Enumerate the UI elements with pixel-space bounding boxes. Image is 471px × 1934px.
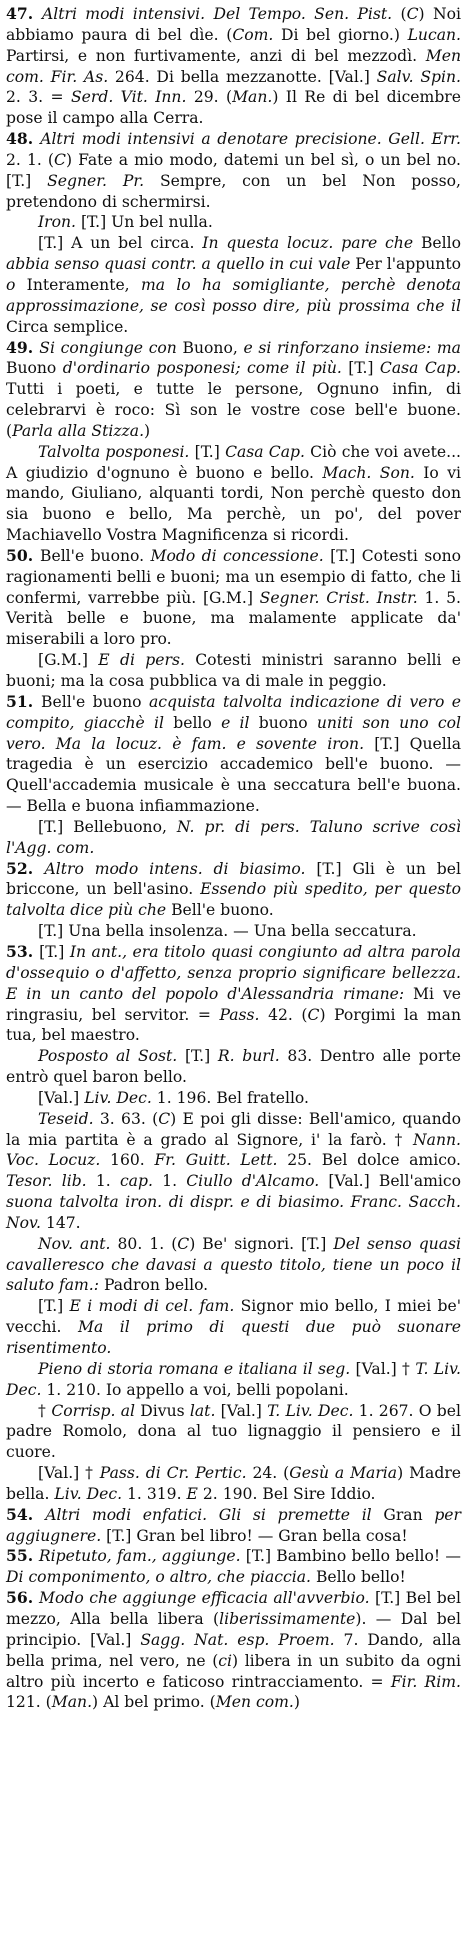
text-run: Mi ve ringrasiu, bel servitor. = <box>6 984 461 1024</box>
italic-text: per aggiugnere. <box>6 1505 461 1545</box>
text-run: ). — Dal bel principio. [Val.] <box>6 1609 462 1649</box>
italic-text: Nann. Voc. Locuz. <box>6 1130 461 1170</box>
text-run: ) Noi abbiamo paura di bel dìe. ( <box>6 5 461 44</box>
italic-text: suona talvolta iron. di dispr. e di biasimo. Franc. Sacch. Nov. <box>6 1193 461 1232</box>
text-run: Bell'e buono <box>41 692 149 711</box>
italic-text: Di componimento, o altro, che piaccia. <box>6 1568 311 1587</box>
italic-text: Si congiunge con <box>39 338 177 357</box>
italic-text: e si rinforzano insieme: ma <box>243 338 461 357</box>
text-run: [T.] Bel bel mezzo, Alla bella libera ( <box>6 1589 461 1628</box>
italic-text: In questa locuz. pare che <box>202 234 414 253</box>
sub-paragraph <box>6 1296 461 1359</box>
sub-paragraph <box>6 1046 461 1088</box>
sub-paragraph <box>6 1359 461 1401</box>
entry-number: 56. <box>6 1588 40 1608</box>
sub-paragraph <box>6 212 461 233</box>
italic-text: Altri modi intensivi. Del Tempo. Sen. Pist. <box>41 5 393 23</box>
italic-text: Posposto al Sost. <box>38 1047 178 1066</box>
italic-text: C <box>307 1005 320 1024</box>
text-run: Padron bello. <box>99 1276 209 1295</box>
italic-text: Gell. Err. <box>388 130 462 149</box>
sub-paragraph <box>6 1234 461 1297</box>
text-run: Divus <box>135 1401 190 1420</box>
italic-text: Men com. <box>215 1693 294 1712</box>
text-run: [T.] <box>177 1047 218 1066</box>
italic-text: e il <box>221 713 250 732</box>
text-run: [T.] <box>341 359 380 378</box>
italic-text: C <box>54 150 66 169</box>
text-run: 1. 267. O bel padre Romolo, dona al tuo lignaggio il pensiero e il cuore. <box>6 1401 461 1462</box>
italic-text: Man. <box>232 88 273 107</box>
text-run: 7. Dando, alla bella prima, nel vero, ne ( <box>6 1630 461 1670</box>
text-run: 2. 1. ( <box>6 150 54 169</box>
italic-text: o <box>6 275 16 294</box>
entry-paragraph <box>6 692 461 817</box>
entry-number: 51. <box>6 691 42 711</box>
text-run: [T.] <box>38 1297 70 1316</box>
italic-text: Gesù a Maria <box>289 1464 398 1483</box>
italic-text: uniti son uno col vero. Ma la locuz. è fam. e sovente iron. <box>6 713 461 753</box>
entry-number: 54. <box>6 1504 46 1524</box>
italic-text: Liv. Dec. <box>54 1484 123 1503</box>
text-run: ) <box>293 1693 300 1712</box>
entry-paragraph <box>6 1505 461 1547</box>
italic-text: ma lo ha somigliante, perchè denota approssimazione, se così posso dire, più prossima che il <box>6 275 461 315</box>
italic-text: E i modi di cel. fam. <box>69 1297 235 1316</box>
sub-paragraph <box>6 1088 461 1109</box>
text-run: bello <box>163 713 222 732</box>
entry-number: 50. <box>6 545 40 565</box>
text-run: [T.] Bellebuono, <box>38 817 177 836</box>
italic-text: Fr. Guitt. Lett. <box>154 1151 278 1170</box>
text-run: [T.] Un bel nulla. <box>76 213 213 232</box>
sub-paragraph <box>6 1401 461 1464</box>
text-run: ) <box>144 421 151 440</box>
text-run: 3. 63. ( <box>93 1109 159 1128</box>
dictionary-entry-52 <box>6 859 461 942</box>
text-run: Circa semplice. <box>6 317 129 336</box>
entry-number: 49. <box>6 337 40 357</box>
sub-paragraph <box>6 921 461 942</box>
italic-text: Ripetuto, fam., aggiunge. <box>38 1547 241 1566</box>
italic-text: Sagg. Nat. esp. Proem. <box>140 1630 335 1649</box>
dictionary-entry-54 <box>6 1505 461 1547</box>
italic-text: Com. <box>232 25 274 44</box>
italic-text: Nov. ant. <box>38 1234 111 1253</box>
italic-text: Iron. <box>38 213 77 232</box>
italic-text: acquista talvolta indicazione di vero e compito, giacchè il <box>6 692 462 732</box>
text-run: 1. <box>86 1172 120 1191</box>
italic-text: Corrisp. al <box>51 1401 136 1420</box>
italic-text: Teseid. <box>38 1109 94 1128</box>
text-run: [T.] <box>189 442 226 461</box>
text-run: Per l'appunto <box>350 255 462 274</box>
text-run: Ciò che voi avete... A giudizio d'ognuno è buono e bello. <box>6 442 462 482</box>
entry-paragraph <box>6 859 461 922</box>
sub-paragraph <box>6 233 461 337</box>
text-run: buono <box>249 713 317 732</box>
text-run: 147. <box>40 1213 81 1232</box>
italic-text: Fir. Rim. <box>390 1672 462 1691</box>
text-run: 42. ( <box>259 1005 308 1024</box>
entry-number: 47. <box>6 4 42 23</box>
text-run: ) Madre bella. <box>6 1464 462 1503</box>
italic-text: Segner. Crist. Instr. <box>259 588 418 607</box>
italic-text: N. pr. di pers. Taluno scrive così l'Agg. com. <box>6 817 461 857</box>
italic-text: Casa Cap. <box>379 359 462 378</box>
italic-text: Lucan. <box>407 25 462 44</box>
italic-text: Ciullo d'Alcamo. <box>186 1172 320 1191</box>
text-run: ) Fate a mio modo, datemi un bel sì, o un bel no. [T.] <box>6 150 461 190</box>
text-run: Interamente, <box>15 275 141 294</box>
text-run: [Val.] † <box>350 1359 416 1378</box>
italic-text: Altri modi enfatici. Gli si premette il <box>45 1505 372 1524</box>
text-run: [T.] <box>39 942 70 961</box>
entry-number: 52. <box>6 858 45 878</box>
text-run: 1. 210. Io appello a voi, belli popolani. <box>41 1380 349 1399</box>
text-run: Cotesti ministri saranno belli e buoni; ma la cosa pubblica va di male in peggio. <box>6 651 462 690</box>
text-run: Tutti i poeti, e tutte le persone, Ognuno infin, di celebrarvi è roco: Sì son le vostre cose bell'e buone. ( <box>6 380 461 440</box>
italic-text: Talvolta posponesi. <box>38 442 190 461</box>
italic-text: T. Liv. Dec. <box>267 1401 354 1420</box>
text-run: [T.] Gli è un bel briccone, un bell'asino. <box>6 859 462 899</box>
italic-text: R. burl. <box>217 1047 280 1066</box>
text-run: [Val.] <box>215 1401 268 1420</box>
entry-paragraph <box>6 942 461 1046</box>
text-run: [Val.] Bell'amico <box>319 1172 462 1191</box>
italic-text: lat. <box>189 1401 216 1420</box>
text-run: [T.] Una bella insolenza. — Una bella seccatura. <box>38 922 417 941</box>
italic-text: Pieno di storia romana e italiana il seg. <box>38 1359 351 1378</box>
dictionary-entry-48 <box>6 129 461 337</box>
text-run: ( <box>392 5 407 23</box>
entry-paragraph <box>6 129 461 212</box>
dictionary-entry-49 <box>6 338 461 546</box>
text-run: ) Al bel primo. ( <box>92 1693 216 1712</box>
entry-paragraph <box>6 1546 461 1588</box>
text-run: 80. 1. ( <box>110 1234 178 1253</box>
italic-text: Modo di concessione. <box>150 546 324 565</box>
text-run: Buono <box>6 359 63 378</box>
dictionary-entry-55 <box>6 1546 461 1588</box>
dictionary-entry-50 <box>6 546 461 692</box>
sub-paragraph <box>6 1463 461 1505</box>
text-run: [Val.] <box>38 1088 85 1107</box>
text-run: 2. 3. = <box>6 88 71 107</box>
text-run: 264. Di bella mezzanotte. [Val.] <box>108 67 377 86</box>
dictionary-entry-47 <box>6 4 461 129</box>
text-run: Bell'e buono. <box>40 546 151 565</box>
italic-text: Segner. Pr. <box>47 171 145 190</box>
entry-paragraph <box>6 1588 461 1713</box>
dictionary-entry-51 <box>6 692 461 859</box>
italic-text: C <box>158 1109 171 1128</box>
italic-text: Altri modi intensivi a denotare precisione. <box>40 130 382 149</box>
text-run: 121. ( <box>6 1693 52 1712</box>
text-run: ) libera in un subito da ogni altro più incerto e faticoso rintracciamento. = <box>6 1651 461 1691</box>
italic-text: Modo che aggiunge efficacia all'avverbio. <box>39 1589 370 1608</box>
italic-text: Parla alla Stizza. <box>12 421 145 440</box>
text-run: Gran <box>371 1505 435 1524</box>
text-run: Bello bello! <box>310 1568 406 1587</box>
text-run: Sempre, con un bel Non posso, pretendono di schermirsi. <box>6 171 461 211</box>
entry-paragraph <box>6 4 461 129</box>
italic-text: Pass. <box>219 1005 260 1024</box>
sub-paragraph <box>6 442 461 546</box>
italic-text: cap. <box>119 1172 153 1191</box>
italic-text: C <box>177 1234 190 1253</box>
text-run: [T.] Bambino bello bello! — <box>240 1547 462 1566</box>
text-run: Io vi mando, Giuliano, alquanti tordi, Non perchè questo don sia buono e bello, Ma perchè, un po', del pover Machiavello Vostra Magnificenza si ricordi. <box>6 463 462 545</box>
text-run: † <box>38 1401 52 1420</box>
text-run: 1. <box>152 1172 187 1191</box>
italic-text: d'ordinario posponesi; come il più. <box>62 359 342 378</box>
entry-number: 48. <box>6 129 41 149</box>
italic-text: Del senso quasi cavalleresco che davasi a questo titolo, tiene un poco il saluto fam.: <box>6 1234 462 1295</box>
italic-text: ci <box>218 1651 233 1670</box>
italic-text: Casa Cap. <box>225 442 305 461</box>
text-run: [T.] Gran bel libro! — Gran bella cosa! <box>101 1526 408 1545</box>
text-run: [G.M.] <box>38 651 99 670</box>
text-run: ) E poi gli disse: Bell'amico, quando la mia partita è a grado al Signore, i' la farò. † <box>6 1109 462 1149</box>
italic-text: Salv. Spin. <box>376 67 461 86</box>
text-run: 25. Bel dolce amico. <box>277 1151 462 1170</box>
text-run: Signor mio bello, I miei be' vecchi. <box>6 1297 461 1337</box>
text-run: Buono, <box>176 338 244 357</box>
italic-text: Mach. Son. <box>322 463 415 482</box>
text-run: Partirsi, e non furtivamente, anzi di bel mezzodì. <box>6 46 426 65</box>
entry-paragraph <box>6 546 461 650</box>
text-run: 1. 5. Verità belle e buone, ma malamente applicate da' miserabili a loro pro. <box>6 588 461 649</box>
italic-text: Essendo più spedito, per questo talvolta dice più che <box>6 880 461 920</box>
italic-text: Tesor. lib. <box>6 1172 87 1191</box>
italic-text: Altro modo intens. di biasimo. <box>44 859 306 878</box>
italic-text: liberissimamente <box>219 1609 356 1628</box>
text-run: 1. 319. <box>122 1484 187 1503</box>
text-run: [Val.] † <box>38 1464 100 1483</box>
dictionary-entry-56 <box>6 1588 461 1713</box>
italic-text: Ma il primo di questi due può suonare risentimento. <box>6 1318 461 1357</box>
entry-number: 53. <box>6 941 40 961</box>
sub-paragraph <box>6 817 461 859</box>
text-run: 1. 196. Bel fratello. <box>151 1088 310 1107</box>
text-run: [T.] A un bel circa. <box>38 234 203 253</box>
italic-text: Liv. Dec. <box>84 1088 152 1107</box>
entry-paragraph <box>6 338 461 442</box>
text-run: Bell'e buono. <box>166 901 274 920</box>
text-run: ) Il Re di bel dicembre pose il campo alla Cerra. <box>6 88 461 128</box>
text-run: Di bel giorno.) <box>273 25 408 44</box>
italic-text: In ant., era titolo quasi congiunto ad altra parola d'ossequio o d'affetto, senza proprio significare bellezza. E in un canto del popolo d'Alessandria rimane: <box>6 942 461 1003</box>
text-run: [T.] Cotesti sono ragionamenti belli e buoni; ma un esempio di fatto, che li confermi, varrebbe più. [G.M.] <box>6 546 462 607</box>
italic-text: T. Liv. Dec. <box>6 1359 461 1399</box>
text-run: 160. <box>100 1151 155 1170</box>
italic-text: Serd. Vit. Inn. <box>70 88 187 107</box>
text-run: Bello <box>413 234 461 253</box>
text-run: ) Be' signori. [T.] <box>189 1234 334 1253</box>
italic-text: abbia senso quasi contr. a quello in cui vale <box>6 255 351 274</box>
text-run: 24. ( <box>246 1464 290 1483</box>
text-run: 83. Dentro alle porte entrò quel baron bello. <box>6 1047 461 1087</box>
sub-paragraph <box>6 650 461 692</box>
text-run: ) Porgimi la man tua, bel maestro. <box>6 1005 461 1045</box>
text-run: 2. 190. Bel Sire Iddio. <box>197 1484 376 1503</box>
italic-text: Men com. Fir. As. <box>6 46 461 86</box>
dictionary-entry-53 <box>6 942 461 1505</box>
italic-text: Man. <box>51 1693 93 1712</box>
sub-paragraph <box>6 1109 461 1234</box>
italic-text: C <box>406 5 419 23</box>
italic-text: E di pers. <box>98 651 185 670</box>
text-run: 29. ( <box>186 88 233 107</box>
text-run: [T.] Quella tragedia è un esercizio accademico bell'e buono. — Quell'accademia musicale è una seccatura bell'e buona. — Bella e buona infiammazione. <box>6 734 461 816</box>
entry-number: 55. <box>6 1546 39 1566</box>
italic-text: Pass. di Cr. Pertic. <box>99 1464 247 1483</box>
italic-text: E <box>186 1484 198 1503</box>
